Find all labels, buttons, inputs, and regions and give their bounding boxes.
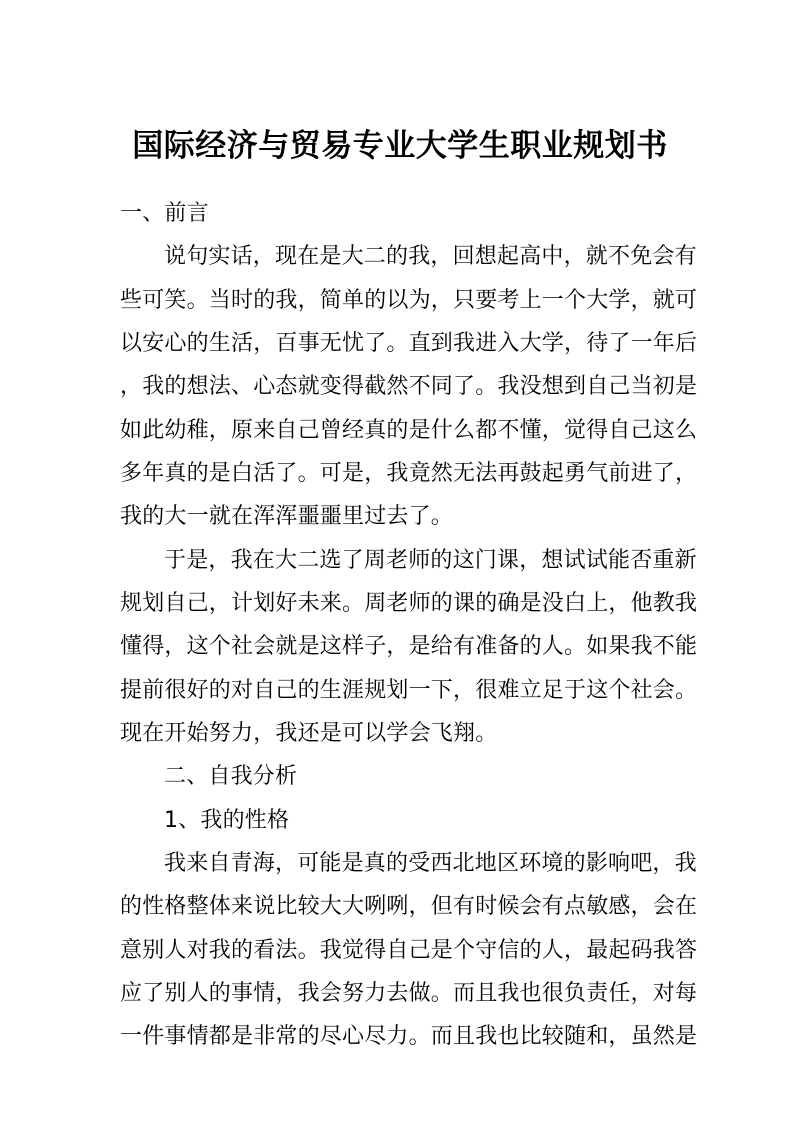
section-heading-self-analysis: 二、自我分析 — [164, 764, 298, 789]
paragraph-line: 于是，我在大二选了周老师的这门课，想试试能否重新 — [164, 548, 697, 573]
paragraph-line: 我的大一就在浑浑噩噩里过去了。 — [120, 504, 454, 529]
paragraph-line: 以安心的生活，百事无忧了。直到我进入大学，待了一年后 — [120, 331, 698, 356]
subsection-heading-personality: 1、我的性格 — [164, 808, 290, 833]
section-heading-preface: 一、前言 — [120, 201, 209, 226]
paragraph-line: 如此幼稚，原来自己曾经真的是什么都不懂，觉得自己这么 — [120, 418, 698, 443]
paragraph-line: 懂得，这个社会就是这样子，是给有准备的人。如果我不能 — [120, 634, 698, 659]
paragraph-line: 的性格整体来说比较大大咧咧，但有时候会有点敏感，会在 — [120, 894, 698, 919]
paragraph-line: 我来自青海，可能是真的受西北地区环境的影响吧，我 — [164, 851, 697, 876]
paragraph-line: ，我的想法、心态就变得截然不同了。我没想到自己当初是 — [120, 374, 698, 399]
paragraph-line: 意别人对我的看法。我觉得自己是个守信的人，最起码我答 — [120, 938, 698, 963]
paragraph-line: 现在开始努力，我还是可以学会飞翔。 — [120, 721, 498, 746]
paragraph-line: 说句实话，现在是大二的我，回想起高中，就不免会有 — [164, 244, 697, 269]
paragraph-line: 一件事情都是非常的尽心尽力。而且我也比较随和，虽然是 — [120, 1024, 698, 1049]
paragraph-line: 提前很好的对自己的生涯规划一下，很难立足于这个社会。 — [120, 678, 698, 703]
paragraph-line: 些可笑。当时的我，简单的以为，只要考上一个大学，就可 — [120, 288, 698, 313]
paragraph-line: 应了别人的事情，我会努力去做。而且我也很负责任，对每 — [120, 981, 698, 1006]
document-title: 国际经济与贸易专业大学生职业规划书 — [132, 128, 668, 164]
paragraph-line: 规划自己，计划好未来。周老师的课的确是没白上，他教我 — [120, 591, 698, 616]
paragraph-line: 多年真的是白活了。可是，我竟然无法再鼓起勇气前进了， — [120, 461, 698, 486]
